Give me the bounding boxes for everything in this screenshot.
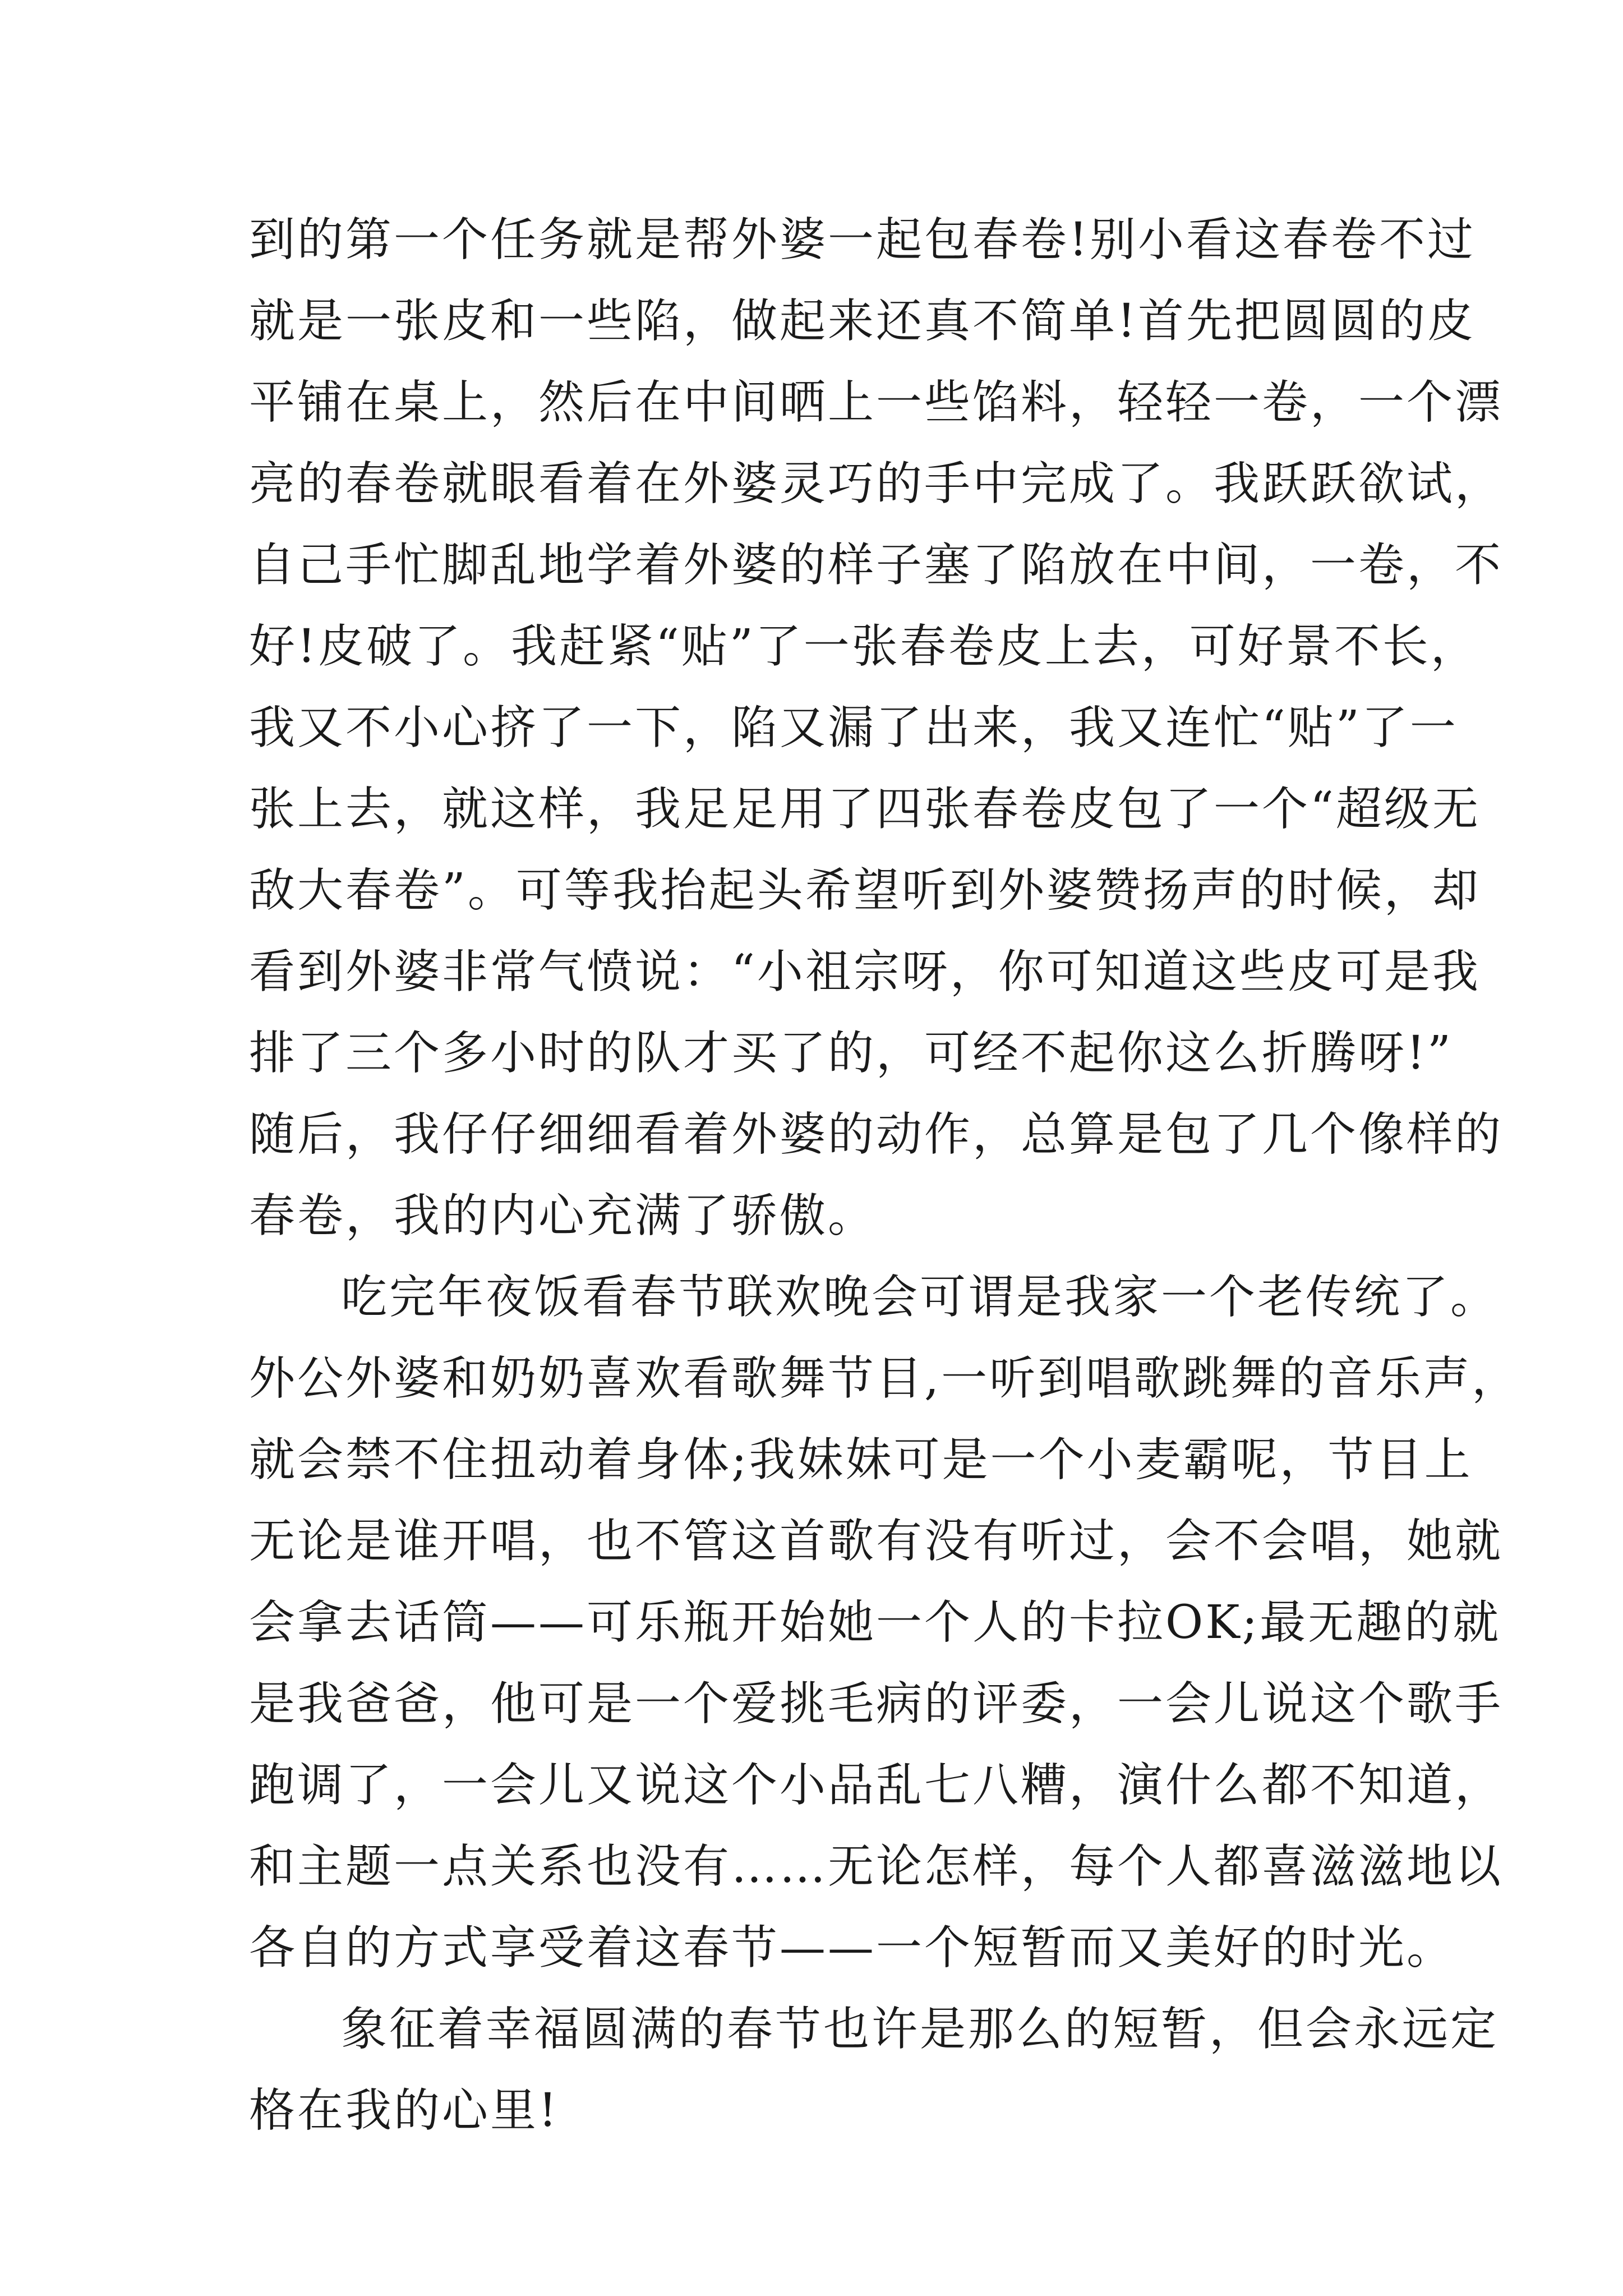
text-line: 敌大春卷”。可等我抬起头希望听到外婆赞扬声的时候，却 — [249, 864, 1481, 917]
text-line: 我又不小心挤了一下，陷又漏了出来，我又连忙“贴”了一 — [249, 701, 1458, 754]
text-line: 亮的春卷就眼看着在外婆灵巧的手中完成了。我跃跃欲试， — [249, 457, 1504, 510]
paragraph-1 — [249, 199, 1504, 1257]
text-line: 和主题一点关系也没有……无论怎样，每个人都喜滋滋地以 — [249, 1840, 1504, 1893]
text-line: 好!皮破了。我赶紧“贴”了一张春卷皮上去，可好景不长， — [249, 620, 1479, 673]
text-line-first: 吃完年夜饭看春节联欢晚会可谓是我家一个老传统了。 — [341, 1271, 1499, 1324]
text-line: 外公外婆和奶奶喜欢看歌舞节目,一听到唱歌跳舞的音乐声， — [249, 1352, 1520, 1405]
text-line: 就会禁不住扭动着身体;我妹妹可是一个小麦霸呢，节目上 — [249, 1433, 1473, 1487]
text-line: 是我爸爸，他可是一个爱挑毛病的评委，一会儿说这个歌手 — [249, 1677, 1504, 1731]
text-line: 排了三个多小时的队才买了的，可经不起你这么折腾呀!” — [249, 1027, 1453, 1080]
text-line: 各自的方式享受着这春节——一个短暂而又美好的时光。 — [249, 1921, 1455, 1975]
text-line: 春卷，我的内心充满了骄傲。 — [249, 1189, 877, 1243]
text-line: 看到外婆非常气愤说：“小祖宗呀，你可知道这些皮可是我 — [249, 945, 1481, 999]
document-body — [249, 199, 1520, 2151]
text-line: 张上去，就这样，我足足用了四张春卷皮包了一个“超级无 — [249, 783, 1481, 836]
text-line: 会拿去话筒——可乐瓶开始她一个人的卡拉OK;最无趣的就 — [249, 1596, 1501, 1649]
paragraph-2 — [249, 1257, 1520, 1989]
paragraph-3 — [249, 1989, 1499, 2151]
text-line: 随后，我仔仔细细看着外婆的动作，总算是包了几个像样的 — [249, 1108, 1504, 1161]
text-line: 格在我的心里! — [249, 2084, 559, 2137]
text-line: 自己手忙脚乱地学着外婆的样子塞了陷放在中间，一卷，不 — [249, 539, 1504, 592]
text-line-first: 象征着幸福圆满的春节也许是那么的短暂，但会永远定 — [341, 2003, 1499, 2056]
text-line: 平铺在桌上，然后在中间晒上一些馅料，轻轻一卷，一个漂 — [249, 376, 1504, 429]
text-line: 到的第一个任务就是帮外婆一起包春卷!别小看这春卷不过 — [249, 213, 1476, 266]
text-line: 无论是谁开唱，也不管这首歌有没有听过，会不会唱，她就 — [249, 1515, 1504, 1568]
text-line: 就是一张皮和一些陷，做起来还真不简单!首先把圆圆的皮 — [249, 295, 1476, 348]
text-line: 跑调了，一会儿又说这个小品乱七八糟，演什么都不知道， — [249, 1759, 1504, 1812]
